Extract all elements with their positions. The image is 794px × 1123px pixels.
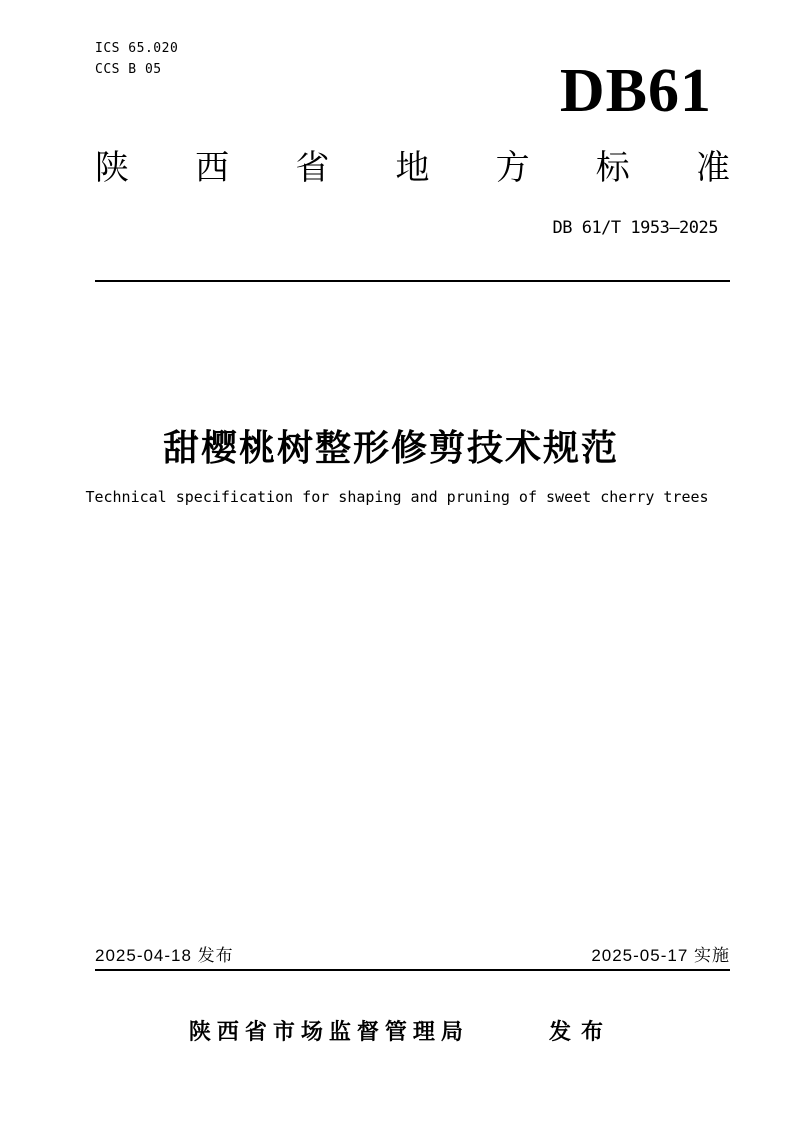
ics-code: ICS 65.020 xyxy=(95,41,179,56)
publisher-name: 陕西省市场监督管理局 xyxy=(188,1019,469,1044)
header-divider xyxy=(95,280,730,282)
category-char: 陕 xyxy=(95,149,129,187)
publisher-row xyxy=(0,1018,794,1046)
db61-logo: DB61 xyxy=(559,57,712,125)
document-title-cn: 甜樱桃树整形修剪技术规范 xyxy=(162,427,619,468)
publish-label: 发 布 xyxy=(548,1019,606,1044)
dates-row xyxy=(95,945,730,967)
document-title-en: Technical specification for shaping and pruning of sweet cherry trees xyxy=(85,488,709,506)
category-char: 方 xyxy=(495,149,530,187)
category-char: 西 xyxy=(195,149,230,187)
ccs-code: CCS B 05 xyxy=(95,62,162,77)
category-char: 准 xyxy=(695,149,730,187)
issue-date: 2025-04-18 发布 xyxy=(95,946,234,965)
footer-divider xyxy=(95,969,730,971)
standard-number: DB 61/T 1953—2025 xyxy=(552,218,718,238)
implementation-date: 2025-05-17 实施 xyxy=(591,946,730,965)
standard-category-title xyxy=(95,148,730,188)
category-char: 标 xyxy=(595,149,630,187)
category-char: 省 xyxy=(295,149,330,187)
category-char: 地 xyxy=(395,149,430,187)
classification-codes xyxy=(95,38,178,80)
